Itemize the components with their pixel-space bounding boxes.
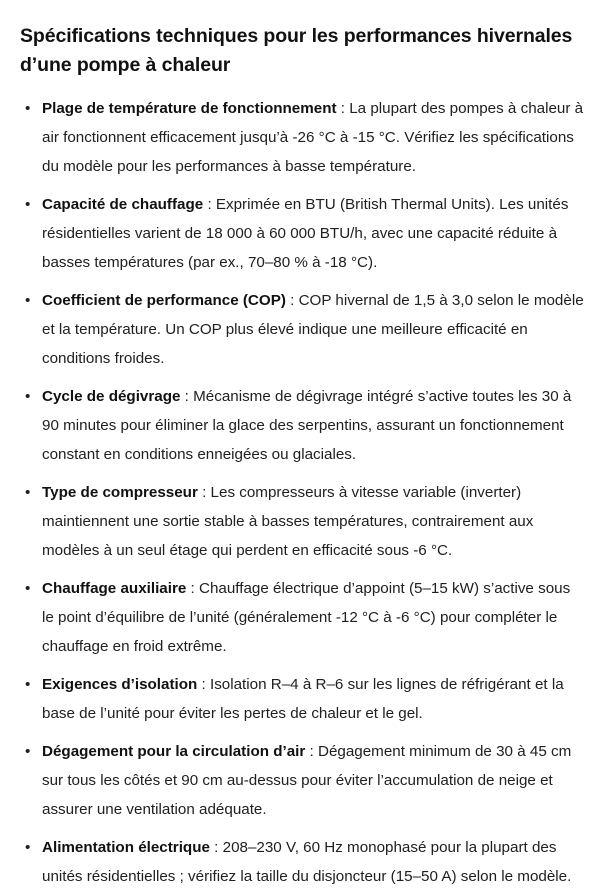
bullet-marker-icon: •	[25, 839, 31, 856]
list-item-term: Alimentation électrique	[42, 839, 210, 856]
list-item-description: Chauffage électrique d’appoint (5–15 kW) s’active sous le point d’équilibre de l’unité (généralement -12 °C à -6 °C) pour compléter le chauffage en froid extrême.	[42, 580, 571, 655]
bullet-marker-icon: •	[25, 580, 31, 597]
list-item-term: Dégagement pour la circulation d’air	[42, 743, 306, 760]
list-item-term: Coefficient de performance (COP)	[42, 292, 286, 309]
list-item-term: Chauffage auxiliaire	[42, 580, 187, 597]
list-item	[20, 833, 586, 891]
list-item-separator: :	[285, 292, 299, 309]
list-item	[20, 190, 586, 277]
list-item-description: Mécanisme de dégivrage intégré s’active toutes les 30 à 90 minutes pour éliminer la glace des serpentins, assurant un fonctionnement constant en conditions enneigées ou glaciales.	[42, 388, 572, 463]
list-item-separator: :	[305, 743, 318, 760]
bullet-marker-icon: •	[25, 292, 31, 309]
bullet-marker-icon: •	[25, 196, 31, 213]
page-title: Spécifications techniques pour les performances hivernales d’une pompe à chaleur	[20, 25, 573, 76]
bullet-marker-icon: •	[25, 388, 31, 405]
specifications-list	[20, 94, 586, 891]
list-item	[20, 478, 586, 565]
list-item-separator: :	[209, 839, 223, 856]
list-item-separator: :	[203, 196, 216, 213]
list-item-description: Dégagement minimum de 30 à 45 cm sur tous les côtés et 90 cm au-dessus pour éviter l’accumulation de neige et assurer une ventilation adéquate.	[42, 743, 572, 818]
list-item-separator: :	[180, 388, 194, 405]
list-item-separator: :	[197, 484, 211, 501]
list-item-description: La plupart des pompes à chaleur à air fonctionnent efficacement jusqu’à -26 °C à -15 °C. Vérifiez les spécifications du modèle pour les performances à basse température.	[42, 100, 584, 175]
bullet-marker-icon: •	[25, 743, 31, 760]
list-item-term: Cycle de dégivrage	[42, 388, 181, 405]
list-item-separator: :	[186, 580, 199, 597]
list-item	[20, 94, 586, 181]
list-item	[20, 286, 586, 373]
list-item	[20, 382, 586, 469]
list-item	[20, 737, 586, 824]
list-item-description: COP hivernal de 1,5 à 3,0 selon le modèle et la température. Un COP plus élevé indique une meilleure efficacité en conditions froides.	[42, 292, 584, 367]
bullet-marker-icon: •	[25, 484, 31, 501]
bullet-marker-icon: •	[25, 100, 31, 117]
bullet-marker-icon: •	[25, 676, 31, 693]
list-item	[20, 574, 586, 661]
list-item-term: Capacité de chauffage	[42, 196, 204, 213]
list-item-separator: :	[336, 100, 350, 117]
list-item-term: Exigences d’isolation	[42, 676, 198, 693]
list-item-term: Type de compresseur	[42, 484, 198, 501]
list-item-description: 208–230 V, 60 Hz monophasé pour la plupart des unités résidentielles ; vérifiez la taille du disjoncteur (15–50 A) selon le modèle.	[42, 839, 572, 885]
list-item-description: Exprimée en BTU (British Thermal Units). Les unités résidentielles varient de 18 000 à 60 000 BTU/h, avec une capacité réduite à basses températures (par ex., 70–80 % à -18 °C).	[42, 196, 569, 271]
list-item-separator: :	[197, 676, 210, 693]
list-item-term: Plage de température de fonctionnement	[42, 100, 337, 117]
list-item	[20, 670, 586, 728]
list-item-description: Isolation R–4 à R–6 sur les lignes de réfrigérant et la base de l’unité pour éviter les pertes de chaleur et le gel.	[42, 676, 564, 722]
list-item-description: Les compresseurs à vitesse variable (inverter) maintiennent une sortie stable à basses températures, contrairement aux modèles à un seul étage qui perdent en efficacité sous -6 °C.	[42, 484, 534, 559]
